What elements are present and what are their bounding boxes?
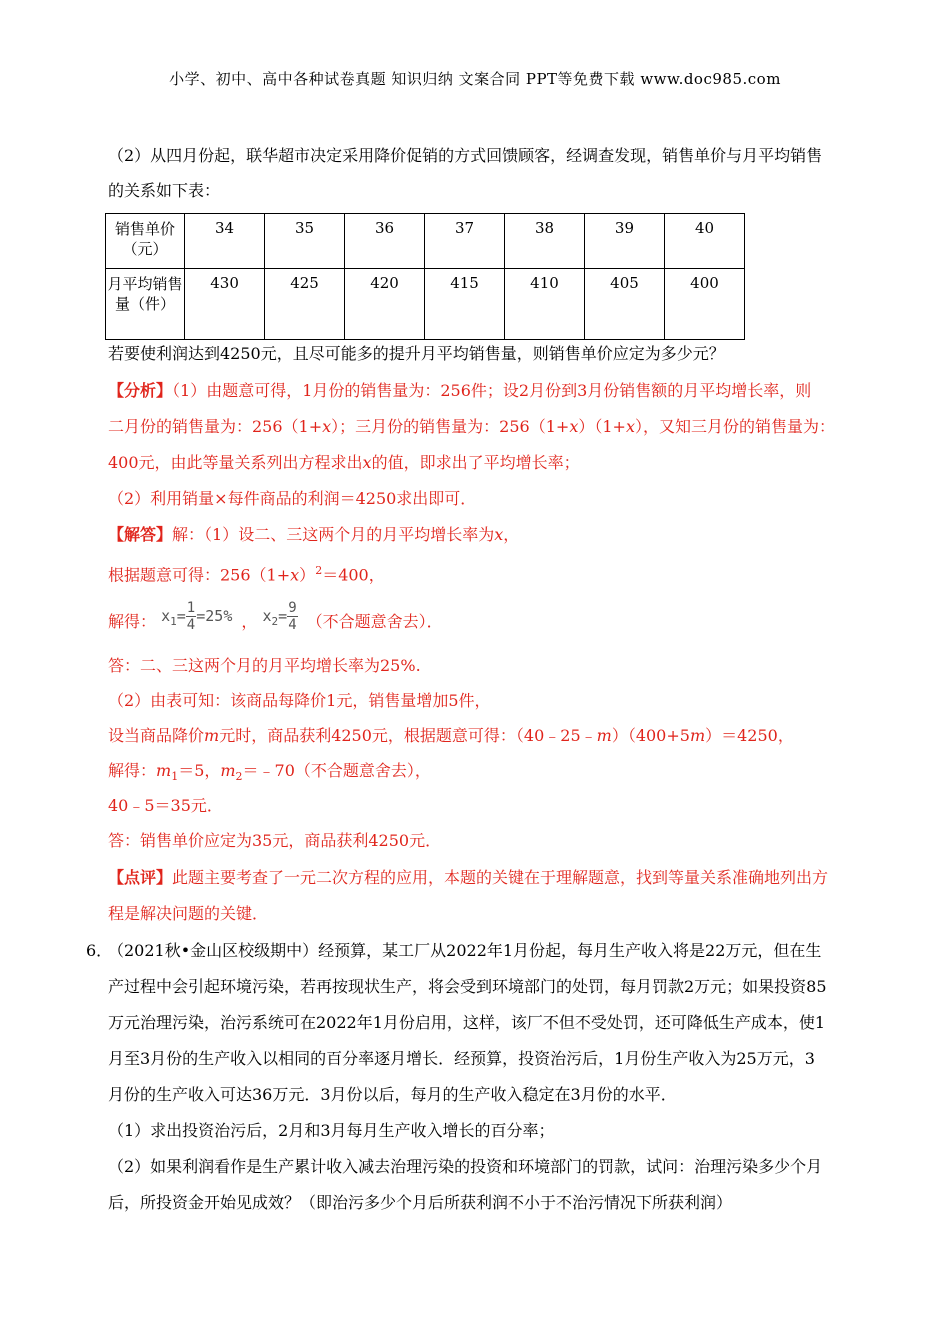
comment-tag: 【点评】 [108,868,173,887]
comment-line2: 程是解决问题的关键． [108,904,269,923]
table-row [106,214,745,269]
comment-line1: 【点评】此题主要考查了一元二次方程的应用，本题的关键在于理解题意，找到等量关系准确地列出方 [108,868,829,887]
table-cell: 400 [664,269,744,340]
problem6-line1: （2021秋•金山区校级期中）经预算，某工厂从2022年1月份起，每月生产收入将是22万元，但在生 [108,941,822,960]
table-cell: 38 [505,214,585,269]
q2-intro-line1: （2）从四月份起，联华超市决定采用降价促销的方式回馈顾客，经调查发现，销售单价与月平均销售 [108,146,823,165]
question-line: 若要使利润达到4250元，且尽可能多的提升月平均销售量，则销售单价应定为多少元？ [108,344,725,363]
table-cell: 35 [265,214,345,269]
problem6-line5: 月份的生产收入可达36万元．3月份以后，每月的生产收入稳定在3月份的水平． [108,1085,677,1104]
answer-line9: 答：销售单价应定为35元，商品获利4250元． [108,831,442,850]
answer-line1: 【解答】解：（1）设二、三这两个月的月平均增长率为x， [108,525,520,544]
answer-line6: 设当商品降价m元时，商品获利4250元，根据题意可得：（40﹣25﹣m）（400+5m）＝4250， [108,726,794,745]
analysis-line3: 400元，由此等量关系列出方程求出x的值，即求出了平均增长率； [108,453,580,472]
analysis-tag: 【分析】 [108,381,173,400]
analysis-line1: 【分析】（1）由题意可得，1月份的销售量为：256件；设2月份到3月份销售额的月平均增长率，则 [108,381,812,400]
table-cell: 420 [345,269,425,340]
table-cell: 430 [185,269,265,340]
answer-tag: 【解答】 [108,525,173,544]
table-cell: 425 [265,269,345,340]
problem6-line6: （1）求出投资治污后，2月和3月每月生产收入增长的百分率； [108,1121,555,1140]
analysis-line4: （2）利用销量×每件商品的利润＝4250求出即可． [108,489,477,508]
table-cell: 40 [664,214,744,269]
q2-intro-line2: 的关系如下表： [108,181,221,200]
table-cell: 36 [345,214,425,269]
table-header-price: 销售单价（元） [106,214,185,269]
table-header-volume: 月平均销售量（件） [106,269,185,340]
table-row [106,269,745,340]
table-cell: 37 [425,214,505,269]
table-cell: 39 [584,214,664,269]
problem6-line3: 万元治理污染，治污系统可在2022年1月份启用，这样，该厂不但不受处罚，还可降低生产成本，使1 [108,1013,826,1032]
table-cell: 415 [425,269,505,340]
answer-line4: 答：二、三这两个月的月平均增长率为25%. [108,656,421,675]
answer-line7: 解得：$m_1=5$，$m_2=﹣70$（不合题意舍去）， [108,761,431,784]
table-cell: 405 [584,269,664,340]
answer-solution-line: 解得： $x_1=$ $\frac{1}{4}$ =25% ， $x_2=$ $\frac{9}{4}$ （不合题意舍去）． [108,600,443,633]
answer-line8: 40﹣5＝35元． [108,796,223,815]
page-header: 小学、初中、高中各种试卷真题 知识归纳 文案合同 PPT等免费下载 www.doc985.com [169,70,781,88]
solution-formula-image: $x_1=$ $\frac{1}{4}$ =25% [161,600,233,633]
problem6-line4: 月至3月份的生产收入以相同的百分率逐月增长．经预算，投资治污后，1月份生产收入为25万元，3 [108,1049,815,1068]
problem6-line2: 产过程中会引起环境污染，若再按现状生产，将会受到环境部门的处罚，每月罚款2万元；如果投资85 [108,977,827,996]
answer-line2: 根据题意可得：$256(1+x)^2=400$， [108,564,385,585]
table-cell: 34 [185,214,265,269]
price-sales-table [105,213,745,340]
answer-line5: （2）由表可知：该商品每降价1元，销售量增加5件， [108,691,491,710]
analysis-line2: 二月份的销售量为：256（1+x）；三月份的销售量为：256（1+x）（1+x），又知三月份的销售量为： [108,417,835,436]
problem6-line7: （2）如果利润看作是生产累计收入减去治理污染的投资和环境部门的罚款，试问：治理污染多少个月 [108,1157,823,1176]
table-cell: 410 [505,269,585,340]
problem6-line8: 后，所投资金开始见成效？（即治污多少个月后所获利润不小于不治污情况下所获利润） [108,1193,733,1212]
problem6-number: 6． [86,941,113,960]
